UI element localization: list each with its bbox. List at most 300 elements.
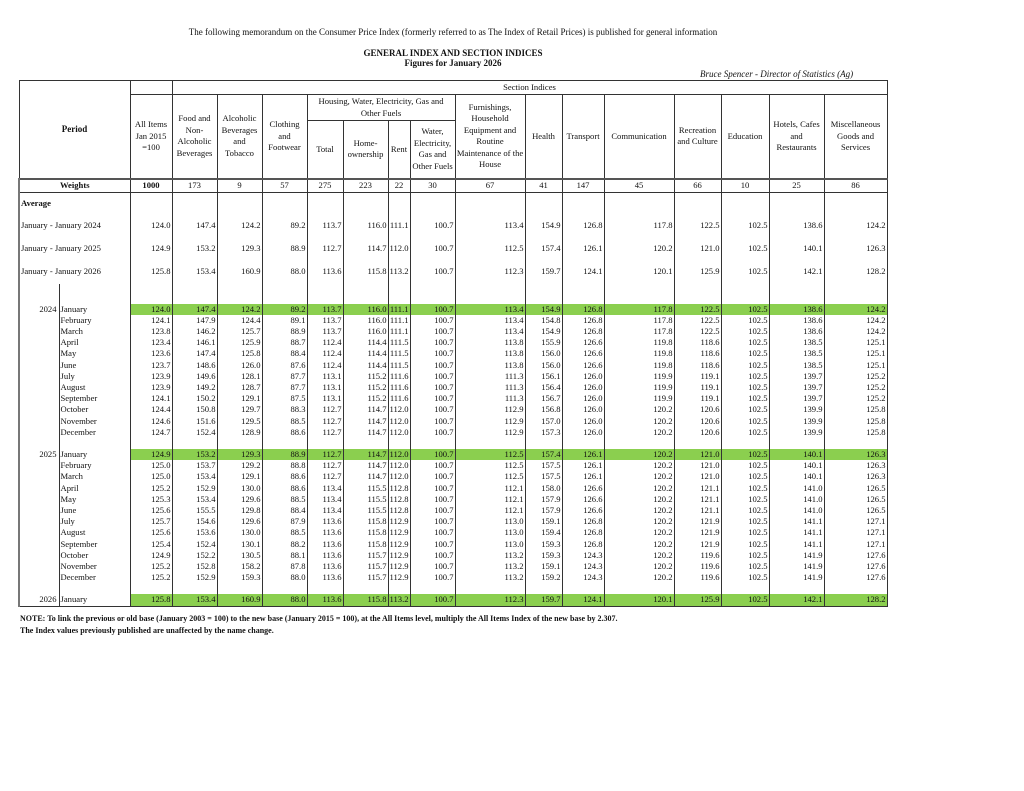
- value-cell: 157.4: [525, 449, 562, 460]
- value-cell: 128.7: [217, 382, 262, 393]
- value-cell: 100.7: [410, 337, 455, 348]
- value-cell: 113.7: [307, 315, 343, 326]
- value-cell: [388, 284, 410, 304]
- value-cell: 126.5: [824, 505, 887, 516]
- value-cell: 120.1: [604, 261, 674, 284]
- value-cell: 115.8: [343, 539, 388, 550]
- value-cell: 115.8: [343, 261, 388, 284]
- value-cell: 113.2: [388, 261, 410, 284]
- value-cell: 102.5: [721, 326, 769, 337]
- value-cell: 102.5: [721, 360, 769, 371]
- value-cell: 153.2: [172, 238, 217, 261]
- value-cell: [769, 583, 824, 594]
- value-cell: 125.8: [824, 404, 887, 415]
- value-cell: [674, 438, 721, 449]
- value-cell: 121.1: [674, 505, 721, 516]
- value-cell: 156.8: [525, 404, 562, 415]
- value-cell: 113.6: [307, 261, 343, 284]
- value-cell: 87.8: [262, 561, 307, 572]
- value-cell: [343, 284, 388, 304]
- value-cell: 100.7: [410, 348, 455, 359]
- value-cell: 118.6: [674, 337, 721, 348]
- value-cell: 120.2: [604, 505, 674, 516]
- value-cell: 160.9: [217, 261, 262, 284]
- value-cell: 154.9: [525, 326, 562, 337]
- value-cell: 156.1: [525, 371, 562, 382]
- header-rent: Rent: [388, 121, 410, 179]
- value-cell: 125.7: [130, 516, 172, 527]
- value-cell: 115.2: [343, 393, 388, 404]
- value-cell: 152.9: [172, 572, 217, 583]
- value-cell: 112.0: [389, 404, 409, 415]
- value-cell: 112.5: [455, 238, 525, 261]
- value-cell: 88.8: [262, 460, 307, 471]
- value-cell: 142.1: [769, 594, 824, 606]
- value-cell: 157.5: [525, 471, 562, 482]
- table-row: [19, 348, 887, 359]
- value-cell: 153.7: [172, 460, 217, 471]
- value-cell: 125.0: [130, 471, 172, 482]
- value-cell: 114.7: [343, 449, 388, 460]
- value-cell: 141.1: [769, 527, 824, 538]
- value-cell: 115.2: [343, 382, 388, 393]
- table-row: [19, 337, 887, 348]
- weight-cell: 147: [562, 179, 604, 193]
- value-cell: 140.1: [769, 471, 824, 482]
- value-cell: 112.7: [307, 238, 343, 261]
- value-cell: 124.3: [562, 550, 604, 561]
- value-cell: 123.9: [130, 382, 172, 393]
- value-cell: 126.0: [562, 416, 604, 427]
- value-cell: 141.1: [769, 516, 824, 527]
- value-cell: [604, 583, 674, 594]
- year-label: [19, 360, 59, 371]
- weight-cell: 275: [307, 179, 343, 193]
- value-cell: 88.5: [262, 527, 307, 538]
- year-label: [19, 427, 59, 438]
- value-cell: 125.0: [130, 460, 172, 471]
- value-cell: [217, 284, 262, 304]
- spacer-cell: [19, 284, 59, 304]
- header-hotels: Hotels, Cafes and Restaurants: [769, 95, 824, 179]
- header-water: Water, Electricity, Gas and Other Fuels: [410, 121, 455, 179]
- value-cell: [388, 438, 410, 449]
- value-cell: 113.6: [307, 561, 343, 572]
- weight-cell: 10: [721, 179, 769, 193]
- spacer-cell: [19, 438, 59, 449]
- value-cell: 100.7: [410, 505, 455, 516]
- value-cell: 157.3: [525, 427, 562, 438]
- value-cell: 126.0: [562, 427, 604, 438]
- value-cell: 88.9: [262, 449, 307, 460]
- table-row: [19, 304, 887, 315]
- value-cell: 113.4: [455, 304, 525, 315]
- value-cell: 114.7: [343, 238, 388, 261]
- month-label: April: [60, 337, 79, 348]
- value-cell: 112.7: [307, 460, 343, 471]
- value-cell: 124.2: [824, 215, 887, 238]
- value-cell: 112.9: [455, 416, 525, 427]
- value-cell: 153.6: [172, 527, 217, 538]
- value-cell: 155.9: [525, 337, 562, 348]
- value-cell: [217, 192, 262, 215]
- value-cell: 113.6: [307, 594, 343, 606]
- value-cell: 124.0: [130, 215, 172, 238]
- value-cell: 124.9: [130, 449, 172, 460]
- value-cell: 128.9: [217, 427, 262, 438]
- value-cell: 113.0: [455, 527, 525, 538]
- value-cell: 88.4: [262, 505, 307, 516]
- value-cell: 115.7: [343, 572, 388, 583]
- value-cell: 120.6: [674, 416, 721, 427]
- table-row: [19, 416, 887, 427]
- value-cell: 114.7: [343, 471, 388, 482]
- value-cell: 124.3: [562, 572, 604, 583]
- value-cell: 112.7: [307, 427, 343, 438]
- value-cell: 120.2: [604, 483, 674, 494]
- value-cell: 139.7: [769, 393, 824, 404]
- value-cell: 154.8: [525, 315, 562, 326]
- value-cell: 112.9: [389, 538, 409, 549]
- value-cell: [674, 192, 721, 215]
- value-cell: 124.1: [562, 594, 604, 606]
- value-cell: 125.8: [130, 594, 172, 606]
- value-cell: 119.9: [604, 371, 674, 382]
- value-cell: 113.2: [455, 572, 525, 583]
- value-cell: 115.2: [343, 371, 388, 382]
- value-cell: 102.5: [721, 572, 769, 583]
- value-cell: 112.9: [455, 427, 525, 438]
- value-cell: 112.8: [389, 504, 409, 515]
- table-row: [19, 505, 887, 516]
- value-cell: 112.5: [455, 471, 525, 482]
- value-cell: 120.6: [674, 427, 721, 438]
- value-cell: [562, 438, 604, 449]
- value-cell: 112.9: [389, 516, 409, 527]
- value-cell: 129.6: [217, 516, 262, 527]
- value-cell: 138.6: [769, 215, 824, 238]
- value-cell: 112.7: [307, 404, 343, 415]
- value-cell: 153.4: [172, 594, 217, 606]
- header-transport: Transport: [562, 95, 604, 179]
- value-cell: [525, 583, 562, 594]
- value-cell: 126.3: [824, 449, 887, 460]
- value-cell: [262, 284, 307, 304]
- value-cell: 113.4: [455, 215, 525, 238]
- value-cell: 115.8: [343, 516, 388, 527]
- value-cell: 88.9: [262, 326, 307, 337]
- value-cell: 88.0: [262, 261, 307, 284]
- value-cell: [455, 192, 525, 215]
- value-cell: 124.9: [130, 238, 172, 261]
- value-cell: 149.2: [172, 382, 217, 393]
- value-cell: [721, 438, 769, 449]
- value-cell: 125.2: [130, 561, 172, 572]
- value-cell: 129.3: [217, 238, 262, 261]
- value-cell: 102.5: [721, 404, 769, 415]
- value-cell: 139.7: [769, 371, 824, 382]
- value-cell: [172, 284, 217, 304]
- year-label: [19, 326, 59, 337]
- value-cell: 111.6: [389, 393, 409, 404]
- value-cell: 150.8: [172, 404, 217, 415]
- year-label: 2024: [19, 304, 59, 315]
- value-cell: 126.6: [562, 348, 604, 359]
- value-cell: 102.5: [721, 382, 769, 393]
- header-period: Period: [19, 81, 130, 179]
- month-label: January: [59, 594, 130, 606]
- value-cell: [769, 438, 824, 449]
- value-cell: [604, 284, 674, 304]
- year-label: [19, 315, 59, 326]
- value-cell: 119.9: [604, 382, 674, 393]
- value-cell: 120.2: [604, 539, 674, 550]
- value-cell: 89.2: [262, 215, 307, 238]
- value-cell: 100.7: [410, 494, 455, 505]
- value-cell: 123.9: [130, 371, 172, 382]
- value-cell: 88.5: [262, 494, 307, 505]
- value-cell: 100.7: [410, 404, 455, 415]
- header-blank: [130, 81, 172, 95]
- header-communication: Communication: [604, 95, 674, 179]
- value-cell: 100.7: [410, 572, 455, 583]
- weight-cell: 22: [388, 179, 410, 193]
- value-cell: 113.8: [455, 360, 525, 371]
- value-cell: 121.9: [674, 539, 721, 550]
- month-label: January: [60, 448, 88, 459]
- value-cell: [721, 284, 769, 304]
- month-label: December: [60, 572, 96, 583]
- value-cell: 127.6: [824, 550, 887, 561]
- value-cell: 141.9: [769, 561, 824, 572]
- header-education: Education: [721, 95, 769, 179]
- value-cell: 125.2: [824, 371, 887, 382]
- value-cell: 124.2: [217, 215, 262, 238]
- value-cell: [769, 284, 824, 304]
- value-cell: 88.9: [262, 238, 307, 261]
- value-cell: 119.8: [604, 348, 674, 359]
- month-label: May: [60, 348, 77, 359]
- value-cell: [562, 192, 604, 215]
- value-cell: 129.1: [217, 471, 262, 482]
- value-cell: 126.8: [562, 527, 604, 538]
- value-cell: 126.1: [562, 471, 604, 482]
- value-cell: 124.4: [217, 315, 262, 326]
- value-cell: [130, 438, 172, 449]
- value-cell: 111.3: [455, 393, 525, 404]
- value-cell: 114.4: [343, 360, 388, 371]
- value-cell: [604, 192, 674, 215]
- value-cell: 156.0: [525, 360, 562, 371]
- value-cell: 111.1: [389, 314, 409, 325]
- value-cell: 112.4: [307, 348, 343, 359]
- year-label: [19, 404, 59, 415]
- value-cell: 127.1: [824, 516, 887, 527]
- value-cell: 124.6: [130, 416, 172, 427]
- value-cell: 151.6: [172, 416, 217, 427]
- year-label: [19, 471, 59, 482]
- value-cell: 117.8: [604, 326, 674, 337]
- value-cell: 100.7: [410, 360, 455, 371]
- value-cell: 111.5: [389, 337, 409, 348]
- value-cell: 111.1: [388, 215, 410, 238]
- value-cell: 124.1: [130, 315, 172, 326]
- value-cell: 119.9: [604, 393, 674, 404]
- value-cell: 123.4: [130, 337, 172, 348]
- value-cell: 129.6: [217, 494, 262, 505]
- value-cell: 152.9: [172, 483, 217, 494]
- value-cell: [130, 284, 172, 304]
- year-label: [19, 572, 59, 583]
- value-cell: 102.5: [721, 471, 769, 482]
- value-cell: 127.6: [824, 561, 887, 572]
- value-cell: 102.5: [721, 460, 769, 471]
- value-cell: 102.5: [721, 261, 769, 284]
- value-cell: 159.2: [525, 572, 562, 583]
- value-cell: 112.1: [455, 494, 525, 505]
- value-cell: 88.3: [262, 404, 307, 415]
- weight-cell: 41: [525, 179, 562, 193]
- value-cell: [769, 192, 824, 215]
- value-cell: 113.7: [307, 304, 343, 315]
- table-row: [19, 471, 887, 482]
- value-cell: 159.3: [217, 572, 262, 583]
- value-cell: [410, 438, 455, 449]
- value-cell: 114.7: [343, 427, 388, 438]
- value-cell: 102.5: [721, 505, 769, 516]
- weight-cell: 9: [217, 179, 262, 193]
- value-cell: 113.2: [455, 550, 525, 561]
- value-cell: 153.2: [172, 449, 217, 460]
- value-cell: 113.2: [389, 594, 409, 605]
- value-cell: 152.8: [172, 561, 217, 572]
- value-cell: 100.7: [410, 460, 455, 471]
- table-body: [19, 179, 887, 607]
- table-row: [19, 460, 887, 471]
- value-cell: 126.5: [824, 494, 887, 505]
- value-cell: 130.0: [217, 483, 262, 494]
- value-cell: 112.7: [307, 449, 343, 460]
- value-cell: [525, 284, 562, 304]
- value-cell: 140.1: [769, 460, 824, 471]
- value-cell: 124.2: [824, 315, 887, 326]
- average-row: [19, 238, 887, 261]
- header-misc: Miscellaneous Goods and Services: [824, 95, 887, 179]
- month-label: March: [60, 471, 83, 482]
- value-cell: 100.7: [410, 215, 455, 238]
- value-cell: 100.7: [410, 539, 455, 550]
- value-cell: 125.2: [824, 382, 887, 393]
- value-cell: 112.9: [455, 404, 525, 415]
- value-cell: 130.1: [217, 539, 262, 550]
- value-cell: 123.7: [130, 360, 172, 371]
- value-cell: 112.3: [455, 261, 525, 284]
- value-cell: 125.8: [217, 348, 262, 359]
- value-cell: 102.5: [721, 371, 769, 382]
- value-cell: 113.6: [307, 516, 343, 527]
- value-cell: 121.0: [674, 460, 721, 471]
- value-cell: 138.5: [769, 337, 824, 348]
- value-cell: 120.2: [604, 494, 674, 505]
- value-cell: 102.5: [721, 215, 769, 238]
- note-line: NOTE: To link the previous or old base (January 2003 = 100) to the new base (January 2015 = 100), at the All Items level, multiply the All Items Index of the new base by 2.307.: [20, 614, 618, 623]
- value-cell: 117.8: [604, 215, 674, 238]
- value-cell: [262, 583, 307, 594]
- value-cell: 119.6: [674, 550, 721, 561]
- value-cell: 111.6: [389, 370, 409, 381]
- month-label: October: [60, 404, 89, 415]
- value-cell: 124.7: [130, 427, 172, 438]
- value-cell: 139.9: [769, 404, 824, 415]
- value-cell: 115.7: [343, 561, 388, 572]
- value-cell: 125.9: [674, 261, 721, 284]
- value-cell: 100.7: [410, 238, 455, 261]
- month-label: February: [60, 314, 92, 325]
- value-cell: 112.3: [455, 594, 525, 606]
- value-cell: 154.9: [525, 304, 562, 315]
- value-cell: 125.2: [130, 483, 172, 494]
- month-label: June: [60, 359, 77, 370]
- year-label: [19, 539, 59, 550]
- weights-label: Weights: [19, 179, 130, 193]
- month-label: May: [60, 493, 77, 504]
- period-label: January - January 2026: [19, 261, 130, 284]
- value-cell: 129.1: [217, 393, 262, 404]
- value-cell: 126.3: [824, 460, 887, 471]
- value-cell: [343, 192, 388, 215]
- value-cell: 157.9: [525, 505, 562, 516]
- value-cell: 102.5: [721, 527, 769, 538]
- header-clothing: Clothing and Footwear: [262, 95, 307, 179]
- value-cell: 88.1: [262, 550, 307, 561]
- value-cell: 121.1: [674, 494, 721, 505]
- value-cell: 126.6: [562, 360, 604, 371]
- value-cell: 126.0: [562, 393, 604, 404]
- value-cell: 102.5: [721, 594, 769, 606]
- value-cell: 112.0: [389, 448, 409, 459]
- month-label: February: [60, 460, 92, 471]
- value-cell: [455, 284, 525, 304]
- table-row: [19, 427, 887, 438]
- year-label: 2026: [19, 594, 59, 606]
- value-cell: 88.0: [262, 594, 307, 606]
- table-row: [19, 326, 887, 337]
- header-all-items: All Items Jan 2015 =100: [130, 95, 172, 179]
- value-cell: 120.2: [604, 238, 674, 261]
- table-row: [19, 561, 887, 572]
- value-cell: 116.0: [343, 304, 388, 315]
- value-cell: 157.4: [525, 238, 562, 261]
- value-cell: 159.7: [525, 594, 562, 606]
- average-header-row: [19, 192, 887, 215]
- value-cell: 112.5: [455, 460, 525, 471]
- value-cell: 127.6: [824, 572, 887, 583]
- table-row: [19, 539, 887, 550]
- value-cell: [824, 583, 887, 594]
- spacer-cell: [59, 583, 130, 594]
- year-label: [19, 561, 59, 572]
- value-cell: 147.9: [172, 315, 217, 326]
- month-label: November: [60, 560, 97, 571]
- value-cell: [130, 583, 172, 594]
- value-cell: 119.8: [604, 360, 674, 371]
- value-cell: 88.6: [262, 483, 307, 494]
- value-cell: 100.7: [410, 304, 455, 315]
- value-cell: 130.0: [217, 527, 262, 538]
- value-cell: 138.6: [769, 304, 824, 315]
- value-cell: 159.3: [525, 539, 562, 550]
- value-cell: 120.2: [604, 460, 674, 471]
